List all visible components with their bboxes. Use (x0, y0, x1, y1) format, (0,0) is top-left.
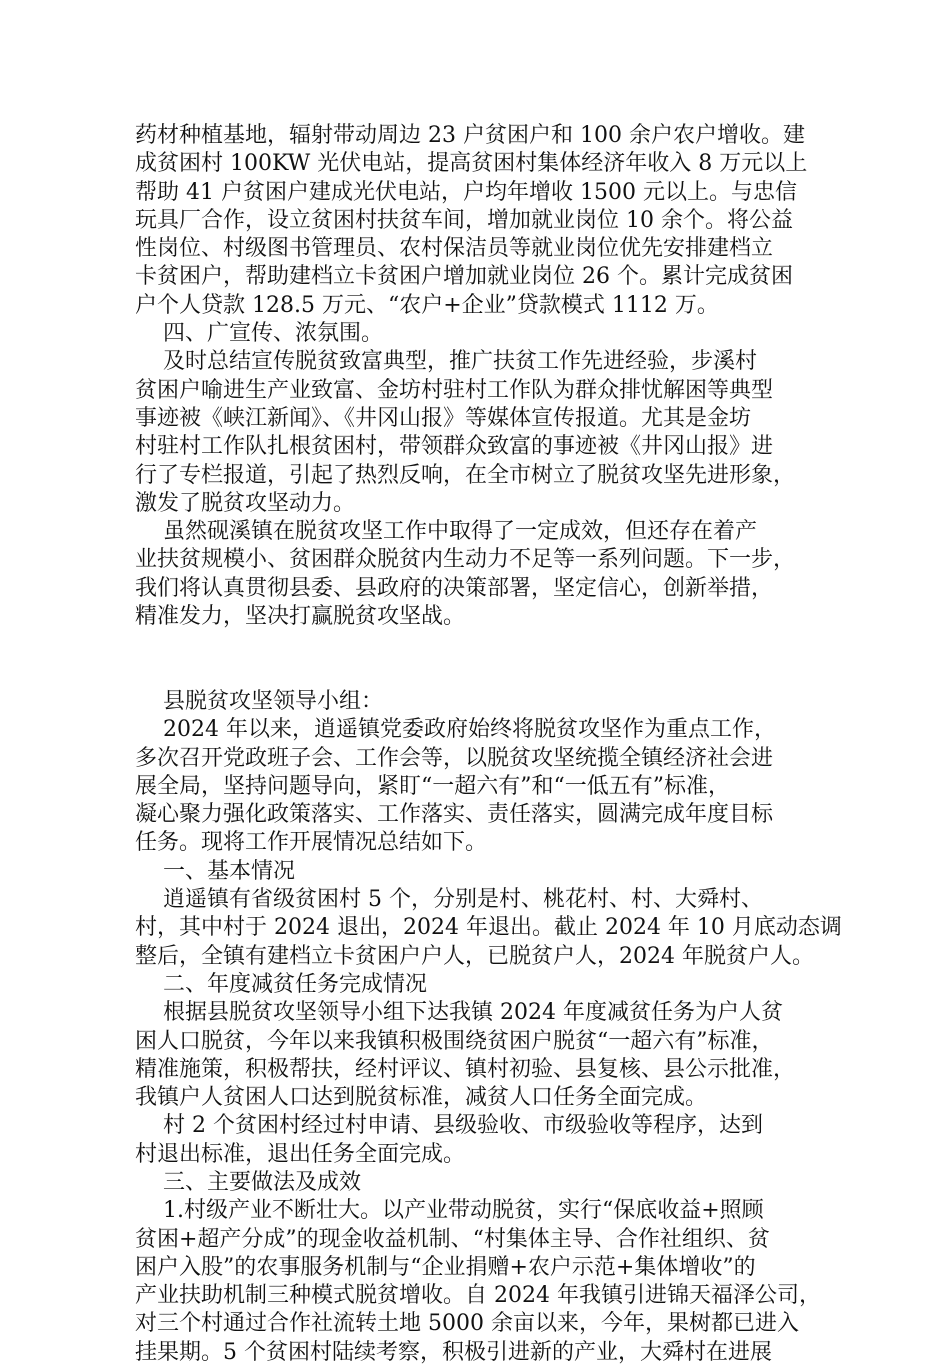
text-line: 贫困+超产分成”的现金收益机制、“村集体主导、合作社组织、贫 (135, 1226, 770, 1252)
salutation: 县脱贫攻坚领导小组： (135, 688, 383, 714)
text-line: 贫困户喻进生产业致富、金坊村驻村工作队为群众排忧解困等典型 (135, 377, 774, 403)
text-line: 精准发力，坚决打赢脱贫攻坚战。 (135, 604, 466, 630)
text-line: 激发了脱贫攻坚动力。 (135, 490, 356, 516)
section-new-report (135, 688, 842, 1367)
text-line: 我镇户人贫困人口达到脱贫标准，减贫人口任务全面完成。 (135, 1085, 708, 1111)
text-line: 性岗位、村级图书管理员、农村保洁员等就业岗位优先安排建档立 (135, 236, 774, 262)
section-previous-report (135, 122, 815, 631)
text-line: 我们将认真贯彻县委、县政府的决策部署，坚定信心，创新举措， (135, 575, 774, 601)
text-line: 精准施策，积极帮扶，经村评议、镇村初验、县复核、县公示批准， (135, 1056, 796, 1082)
text-line: 村退出标准，退出任务全面完成。 (135, 1141, 466, 1167)
text-line: 卡贫困户，帮助建档立卡贫困户增加就业岗位 26 个。累计完成贫困 (135, 264, 793, 290)
text-line: 2024 年以来，逍遥镇党委政府始终将脱贫攻坚作为重点工作， (135, 717, 776, 743)
text-line: 村，其中村于 2024 退出，2024 年退出。截止 2024 年 10 月底动态调 (135, 915, 842, 941)
section-heading: 一、基本情况 (135, 858, 295, 884)
document-page (135, 122, 842, 1367)
text-line: 产业扶助机制三种模式脱贫增收。自 2024 年我镇引进锦天福泽公司， (135, 1283, 821, 1309)
text-line: 任务。现将工作开展情况总结如下。 (135, 830, 488, 856)
section-heading: 四、广宣传、浓氛围。 (135, 321, 383, 347)
section-heading: 二、年度减贫任务完成情况 (135, 971, 427, 997)
text-line: 及时总结宣传脱贫致富典型，推广扶贫工作先进经验，步溪村 (135, 349, 757, 375)
section-heading: 三、主要做法及成效 (135, 1169, 361, 1195)
text-line: 困人口脱贫，今年以来我镇积极围绕贫困户脱贫“一超六有”标准， (135, 1028, 774, 1054)
text-line: 困户入股”的农事服务机制与“企业捐赠+农户示范+集体增收”的 (135, 1254, 756, 1280)
text-line: 展全局，坚持问题导向，紧盯“一超六有”和“一低五有”标准， (135, 773, 730, 799)
text-line: 业扶贫规模小、贫困群众脱贫内生动力不足等一系列问题。下一步， (135, 547, 796, 573)
text-line: 村驻村工作队扎根贫困村，带领群众致富的事迹被《井冈山报》进 (135, 434, 774, 460)
text-line: 帮助 41 户贫困户建成光伏电站，户均年增收 1500 元以上。与忠信 (135, 179, 797, 205)
text-line: 虽然砚溪镇在脱贫攻坚工作中取得了一定成效，但还存在着产 (135, 519, 757, 545)
text-line: 1.村级产业不断壮大。以产业带动脱贫，实行“保底收益+照顾 (135, 1198, 764, 1224)
section-spacer (135, 631, 815, 688)
text-line: 凝心聚力强化政策落实、工作落实、责任落实，圆满完成年度目标 (135, 802, 774, 828)
text-line: 事迹被《峡江新闻》、《井冈山报》等媒体宣传报道。尤其是金坊 (135, 405, 752, 431)
text-line: 村 2 个贫困村经过村申请、县级验收、市级验收等程序，达到 (135, 1113, 763, 1139)
text-line: 整后，全镇有建档立卡贫困户户人，已脱贫户人，2024 年脱贫户人。 (135, 943, 814, 969)
text-line: 根据县脱贫攻坚领导小组下达我镇 2024 年度减贫任务为户人贫 (135, 1000, 783, 1026)
text-line: 挂果期。5 个贫困村陆续考察，积极引进新的产业，大舜村在进展 (135, 1339, 772, 1365)
text-line: 成贫困村 100KW 光伏电站，提高贫困村集体经济年收入 8 万元以上 (135, 151, 808, 177)
text-line: 行了专栏报道，引起了热烈反响，在全市树立了脱贫攻坚先进形象， (135, 462, 796, 488)
text-line: 逍遥镇有省级贫困村 5 个，分别是村、桃花村、村、大舜村、 (135, 887, 763, 913)
text-line: 药材种植基地，辐射带动周边 23 户贫困户和 100 余户农户增收。建 (135, 123, 805, 148)
text-line: 多次召开党政班子会、工作会等，以脱贫攻坚统揽全镇经济社会进 (135, 745, 774, 771)
text-line: 户个人贷款 128.5 万元、“农户+企业”贷款模式 1112 万。 (135, 292, 719, 318)
text-line: 对三个村通过合作社流转土地 5000 余亩以来，今年，果树都已进入 (135, 1311, 799, 1337)
text-line: 玩具厂合作，设立贫困村扶贫车间，增加就业岗位 10 余个。将公益 (135, 207, 793, 233)
